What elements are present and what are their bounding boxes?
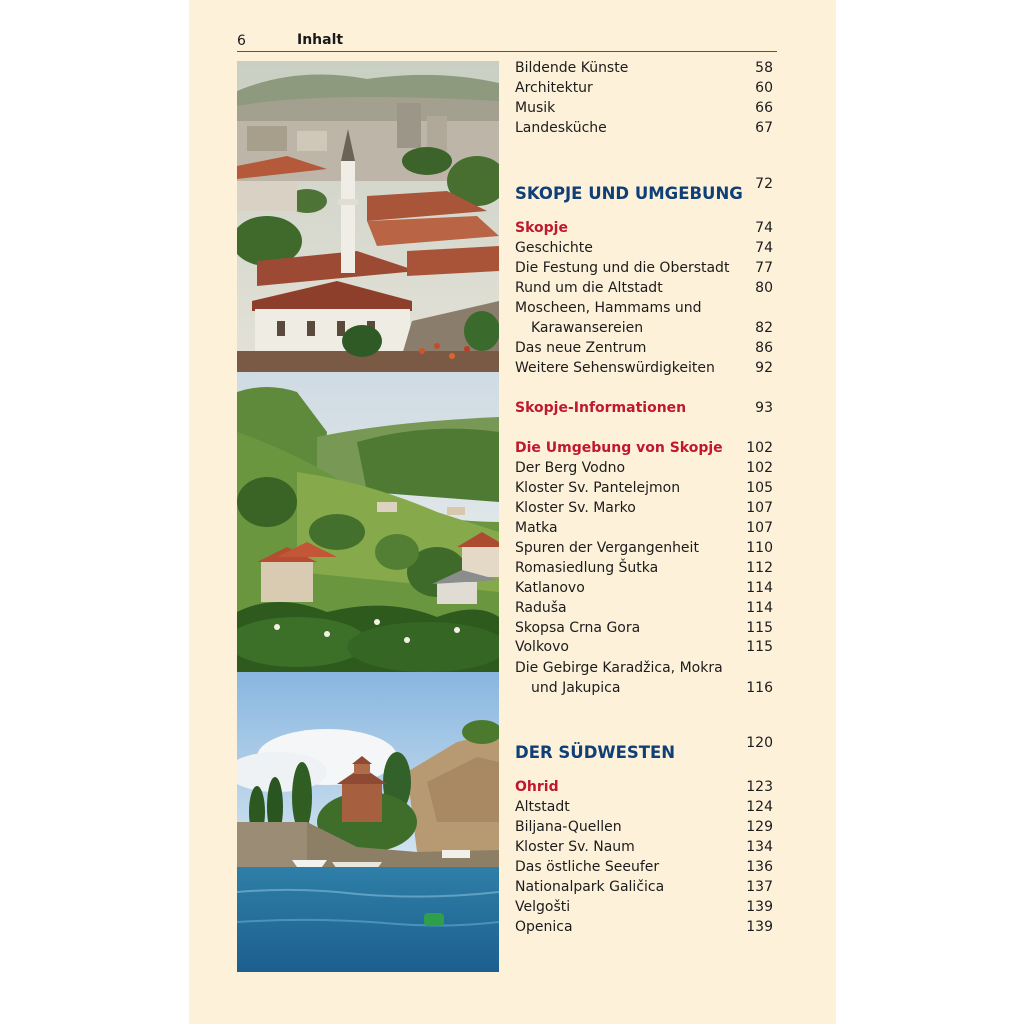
- toc-entry-page: 102: [746, 440, 773, 456]
- toc-entry-page: 60: [755, 80, 773, 96]
- toc-entry: [515, 238, 775, 258]
- toc-entry-title: Kloster Sv. Marko: [515, 500, 636, 516]
- toc-entry-title: Altstadt: [515, 799, 570, 815]
- toc-entry-title: Rund um die Altstadt: [515, 280, 663, 296]
- toc-entry: [515, 358, 775, 378]
- photo-skopje-old-town: [237, 61, 499, 372]
- toc-entry-title: Kloster Sv. Naum: [515, 839, 635, 855]
- toc-entry-page: 105: [746, 480, 773, 496]
- toc-entry: [515, 118, 775, 138]
- toc-entry-title: und Jakupica: [531, 680, 621, 696]
- toc-entry: [515, 338, 775, 358]
- toc-entry-page: 134: [746, 839, 773, 855]
- toc-entry-title: Musik: [515, 100, 556, 116]
- toc-entry-page: 137: [746, 879, 773, 895]
- toc-section-heading: [515, 737, 775, 761]
- toc-entry: [515, 578, 775, 598]
- toc-entry-title: Das neue Zentrum: [515, 340, 647, 356]
- toc-entry-page: 74: [755, 240, 773, 256]
- toc-entry-page: 86: [755, 340, 773, 356]
- toc-entry: [515, 637, 775, 657]
- toc-entry: [515, 518, 775, 538]
- toc-entry-title: Weitere Sehenswürdigkeiten: [515, 360, 715, 376]
- toc-entry-page: 102: [746, 460, 773, 476]
- toc-entry-title: Nationalpark Galičica: [515, 879, 665, 895]
- toc-entry: [515, 917, 775, 937]
- toc-entry-page: 66: [755, 100, 773, 116]
- toc-entry: [515, 618, 775, 638]
- toc-section-heading: [515, 178, 775, 202]
- toc-entry-page: 115: [746, 639, 773, 655]
- page-number: 6: [237, 33, 246, 49]
- toc-entry-page: 136: [746, 859, 773, 875]
- toc-entry-page: 74: [755, 220, 773, 236]
- photo-mountain-village: [237, 372, 499, 672]
- toc-subsection-heading: [515, 398, 775, 418]
- toc-entry-page: 139: [746, 899, 773, 915]
- toc-entry: [515, 58, 775, 78]
- photo-ohrid-lake: [237, 672, 499, 972]
- toc-entry: [515, 478, 775, 498]
- toc-entry-title: Die Umgebung von Skopje: [515, 440, 723, 456]
- toc-entry-page: 107: [746, 520, 773, 536]
- toc-entry-title: Biljana-Quellen: [515, 819, 622, 835]
- toc-entry-title: Matka: [515, 520, 558, 536]
- toc-entry: [515, 458, 775, 478]
- toc-entry-title: Ohrid: [515, 779, 559, 795]
- toc-entry-page: 139: [746, 919, 773, 935]
- toc-subsection-heading: [515, 777, 775, 797]
- toc-entry-title: Architektur: [515, 80, 593, 96]
- toc-entry-page: 82: [755, 320, 773, 336]
- toc-entry-title: Skopje-Informationen: [515, 400, 687, 416]
- toc-entry-page: 129: [746, 819, 773, 835]
- toc-entry-title: Openica: [515, 919, 573, 935]
- toc-entry-title: Katlanovo: [515, 580, 585, 596]
- toc-entry-title: Skopje: [515, 220, 568, 236]
- toc-entry-title: Bildende Künste: [515, 60, 629, 76]
- toc-entry: [515, 278, 775, 298]
- toc-entry-page: 93: [755, 400, 773, 416]
- toc-entry-page: 92: [755, 360, 773, 376]
- toc-entry-title: Velgošti: [515, 899, 571, 915]
- toc-entry-title: Moscheen, Hammams und: [515, 300, 702, 316]
- toc-subsection-heading: [515, 438, 775, 458]
- page-title: Inhalt: [297, 32, 344, 48]
- toc-entry-page: 114: [746, 600, 773, 616]
- toc-entry-page: 116: [746, 680, 773, 696]
- toc-entry: [515, 78, 775, 98]
- toc-entry-title: Spuren der Vergangenheit: [515, 540, 699, 556]
- toc-entry-page: 110: [746, 540, 773, 556]
- toc-entry-page: 72: [755, 176, 773, 192]
- toc-entry-page: 123: [746, 779, 773, 795]
- toc-entry-page: 112: [746, 560, 773, 576]
- toc-entry: [515, 258, 775, 278]
- toc-entry: [515, 658, 775, 678]
- toc-entry-title: SKOPJE UND UMGEBUNG: [515, 184, 743, 203]
- toc-entry: [515, 98, 775, 118]
- toc-entry-page: 80: [755, 280, 773, 296]
- toc-entry-title: Der Berg Vodno: [515, 460, 626, 476]
- toc-entry: [515, 558, 775, 578]
- toc-entry-page: 115: [746, 620, 773, 636]
- toc-entry-page: 77: [755, 260, 773, 276]
- toc-entry-title: Landesküche: [515, 120, 607, 136]
- toc-entry-page: 120: [746, 735, 773, 751]
- toc-entry: [515, 857, 775, 877]
- toc-entry-title: Skopsa Crna Gora: [515, 620, 641, 636]
- toc-entry-page: 124: [746, 799, 773, 815]
- toc-entry: [515, 877, 775, 897]
- toc-entry-title: Romasiedlung Šutka: [515, 560, 659, 576]
- toc-entry-page: 58: [755, 60, 773, 76]
- toc-entry-title: Raduša: [515, 600, 567, 616]
- toc-entry: [515, 538, 775, 558]
- toc-entry: [515, 318, 775, 338]
- toc-entry: [515, 817, 775, 837]
- toc-entry: [515, 837, 775, 857]
- toc-entry-title: DER SÜDWESTEN: [515, 743, 676, 762]
- toc-entry-title: Das östliche Seeufer: [515, 859, 660, 875]
- toc-entry-title: Karawansereien: [531, 320, 644, 336]
- toc-entry-title: Geschichte: [515, 240, 593, 256]
- toc-entry: [515, 598, 775, 618]
- toc-entry-title: Die Festung und die Oberstadt: [515, 260, 730, 276]
- toc-entry-title: Volkovo: [515, 639, 569, 655]
- toc-entry-page: 67: [755, 120, 773, 136]
- toc-entry: [515, 797, 775, 817]
- toc-entry: [515, 298, 775, 318]
- toc-entry: [515, 897, 775, 917]
- toc-subsection-heading: [515, 218, 775, 238]
- toc-entry: [515, 498, 775, 518]
- toc-entry-page: 114: [746, 580, 773, 596]
- toc-entry-title: Kloster Sv. Pantelejmon: [515, 480, 681, 496]
- toc-entry: [515, 678, 775, 698]
- page-header: [237, 31, 777, 52]
- toc-entry-page: 107: [746, 500, 773, 516]
- toc-entry-title: Die Gebirge Karadžica, Mokra: [515, 660, 723, 676]
